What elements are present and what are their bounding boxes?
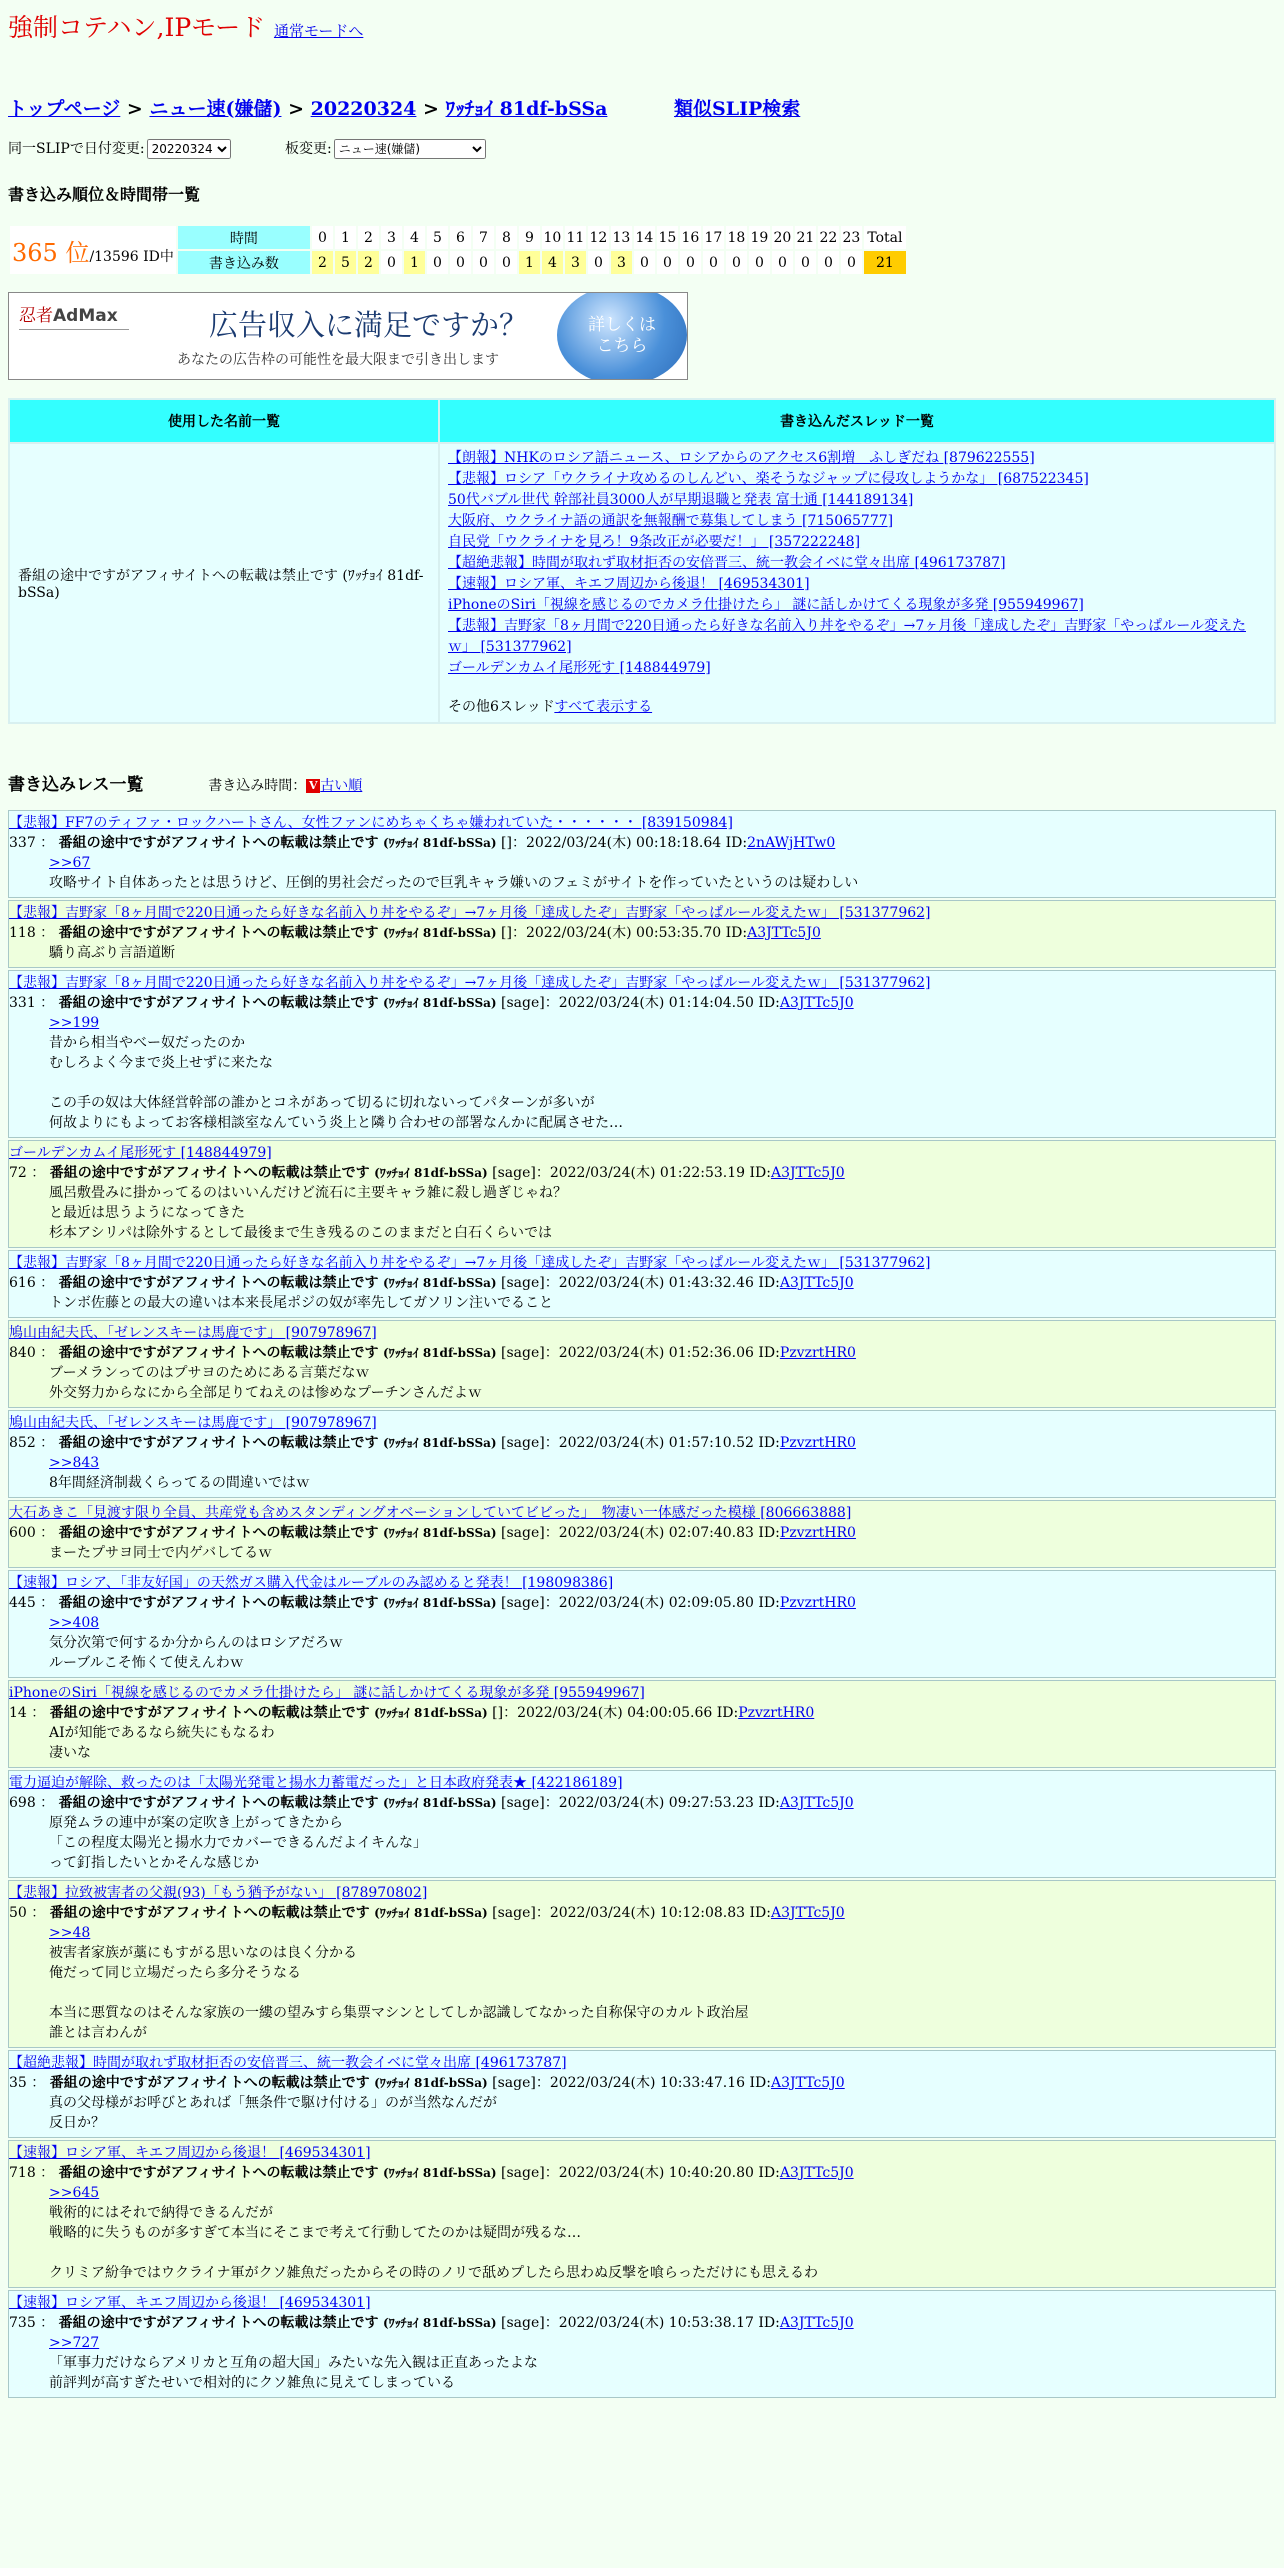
post-date: 2022/03/24(木) 02:09:05.80 [558,1595,754,1611]
post-thread-link[interactable]: 【速報】ロシア、「非友好国」の天然ガス購入代金はルーブルのみ認めると発表！ [198098386] [9,1575,614,1591]
post-thread-link[interactable]: 【悲報】拉致被害者の父親(93)「もう猶予がない」 [878970802] [9,1885,428,1901]
post-item [8,1570,1276,1678]
post-body: 「軍事力だけならアメリカと互角の超大国」みたいな先入観は正直あったよな 前評判が高すぎたせいで相対的にクソ雑魚に見えてしまっている [49,2355,538,2391]
names-threads-table [8,398,1276,724]
thread-link[interactable]: 50代バブル世代 幹部社員3000人が早期退職と発表 富士通 [14418913​4] [448,492,914,508]
post-number: 698 [9,1795,36,1811]
post-date: 2022/03/24(木) 01:43:32.46 [558,1275,754,1291]
post-id-link[interactable]: A3JTTc5J0 [779,995,854,1011]
post-thread-link[interactable]: 【悲報】吉野家「8ヶ月間で220日通ったら好きな名前入り丼をやるぞ」→7ヶ月後「達成したぞ」吉野家「やっぱルール変えたｗ」 [531377962] [9,975,931,991]
post-mail: [sage] [501,2165,545,2181]
post-trip: (ﾜｯﾁｮｲ 81df-bSSa) [383,996,497,1010]
post-name: 番組の途中ですがアフィサイトへの転載は禁止です [49,1165,370,1181]
thread-list-cell [440,444,1274,722]
post-date: 2022/03/24(木) 01:22:53.19 [549,1165,746,1181]
breadcrumb-sep: > [423,98,439,120]
post-thread-link[interactable]: iPhoneのSiri「視線を感じるのでカメラ仕掛けたら」 謎に話しかけてくる現象が多発 [955949967] [9,1685,645,1701]
hour-count-cell: 0 [680,251,701,274]
post-id-link[interactable]: PzvzrtHR0 [779,1595,856,1611]
time-label: 時間 [178,226,310,249]
post-id-link[interactable]: A3JTTc5J0 [779,1795,854,1811]
date-select[interactable] [147,139,231,159]
breadcrumb-date[interactable]: 20220324 [310,98,417,120]
hour-count-cell: 0 [772,251,793,274]
post-thread-link[interactable]: 【速報】ロシア軍、キエフ周辺から後退！ [469534301] [9,2295,371,2311]
sort-order-icon: V [306,779,320,793]
hour-cell: 8 [496,226,517,249]
post-name: 番組の途中ですがアフィサイトへの転載は禁止です [49,1705,370,1721]
post-id-link[interactable]: PzvzrtHR0 [779,1345,856,1361]
post-mail: [sage] [492,1165,536,1181]
post-thread-link[interactable]: 【悲報】吉野家「8ヶ月間で220日通ったら好きな名前入り丼をやるぞ」→7ヶ月後「達成したぞ」吉野家「やっぱルール変えたｗ」 [531377962] [9,905,931,921]
ad-details-button[interactable]: 詳しくは こちら [557,293,687,379]
post-body: AIが知能であるなら統失にもなるわ 凄いな [49,1725,275,1761]
post-item [8,2140,1276,2288]
post-number: 840 [9,1345,36,1361]
post-anchor-link[interactable]: >>843 [49,1455,100,1471]
thread-link[interactable]: 【悲報】吉野家「8ヶ月間で220日通ったら好きな名前入り丼をやるぞ」→7ヶ月後「達成したぞ」吉野家「やっぱルール変えたｗ」 [531377962] [448,618,1246,655]
breadcrumb-sep: > [288,98,304,120]
hour-count-cell: 4 [542,251,563,274]
post-meta: 698 ： 番組の途中ですがアフィサイトへの転載は禁止です (ﾜｯﾁｮｲ 81df-bSSa) [sage]：2022/03/24(木) 09:27:53.23 ID:A3JTTc5J0 [9,1795,854,1811]
post-date: 2022/03/24(木) 04:00:05.66 [517,1705,713,1721]
post-date: 2022/03/24(木) 02:07:40.83 [558,1525,754,1541]
post-trip: (ﾜｯﾁｮｲ 81df-bSSa) [374,1706,488,1720]
post-mail: [sage] [492,2075,536,2091]
more-threads: その他6スレッドすべて表示する [448,699,653,715]
hour-count-cell: 0 [818,251,839,274]
post-item [8,1770,1276,1878]
post-number: 616 [9,1275,36,1291]
show-all-threads-link[interactable]: すべて表示する [554,699,653,715]
post-number: 50 [9,1905,27,1921]
post-body: 原発ムラの連中が案の定吹き上がってきたから 「この程度太陽光と揚水力でカバーできるんだよイキんな」 って釘指したいとかそんな感じか [49,1815,427,1871]
post-mail: [sage] [501,1525,545,1541]
hour-count-cell: 0 [634,251,655,274]
post-item [8,1250,1276,1318]
post-id-link[interactable]: A3JTTc5J0 [779,2315,854,2331]
post-item [8,970,1276,1138]
post-mail: [sage] [501,1795,545,1811]
post-meta: 72 ： 番組の途中ですがアフィサイトへの転載は禁止です (ﾜｯﾁｮｲ 81df-bSSa) [sage]：2022/03/24(木) 01:22:53.19 ID:A3JTTc5J0 [9,1165,845,1181]
post-trip: (ﾜｯﾁｮｲ 81df-bSSa) [383,1796,497,1810]
hour-count-cell: 0 [841,251,862,274]
post-name: 番組の途中ですがアフィサイトへの転載は禁止です [58,1345,379,1361]
post-item [8,810,1276,898]
ad-subtext: あなたの広告枠の可能性を最大限まで引き出します [177,352,499,368]
hour-cell: 3 [381,226,402,249]
hour-count-cell: 0 [450,251,471,274]
post-name: 番組の途中ですがアフィサイトへの転載は禁止です [58,1795,379,1811]
post-body: 8年間経済制裁くらってるの間違いではｗ [49,1475,310,1491]
title-row [8,8,363,44]
rank-of: /13596 ID中 [89,248,174,265]
post-id-link[interactable]: A3JTTc5J0 [779,1275,854,1291]
hour-count-cell: 0 [749,251,770,274]
post-body: 昔から相当やべー奴だったのか むしろよく今まで炎上せずに来たな この手の奴は大体経営幹部の誰かとコネがあって切るに切れないってパターンが多いが 何故よりにもよってお客様相談室なんていう炎上と隣り合わせの部署なんかに配属させた… [49,1035,623,1131]
post-body: 驕り高ぶり言語道断 [49,945,175,961]
post-date: 2022/03/24(木) 01:14:04.50 [558,995,754,1011]
post-id-link[interactable]: A3JTTc5J0 [747,925,821,941]
hour-count-cell: 5 [335,251,356,274]
post-id-link[interactable]: A3JTTc5J0 [779,2165,854,2181]
breadcrumb [8,94,800,121]
post-body: 真の父母様がお呼びとあれば「無条件で駆け付ける」のが当然なんだが 反日か？ [49,2095,497,2131]
date-change-label: 同一SLIPで日付変更: [8,141,145,157]
selector-row [8,138,486,159]
post-date: 2022/03/24(木) 09:27:53.23 [558,1795,754,1811]
breadcrumb-slip[interactable]: ﾜｯﾁｮｲ 81df-bSSa [445,98,608,120]
post-anchor-link[interactable]: >>199 [49,1015,100,1031]
board-select[interactable] [334,139,486,159]
post-trip: (ﾜｯﾁｮｲ 81df-bSSa) [374,1906,488,1920]
count-label: 書き込み数 [178,251,310,274]
post-number: 72 [9,1165,27,1181]
post-meta: 35 ： 番組の途中ですがアフィサイトへの転載は禁止です (ﾜｯﾁｮｲ 81df-bSSa) [sage]：2022/03/24(木) 10:33:47.16 ID:A3JTTc5J0 [9,2075,845,2091]
hour-cell: 19 [749,226,770,249]
post-anchor-link[interactable]: >>645 [49,2185,100,2201]
post-item [8,900,1276,968]
post-id-link[interactable]: 2nAWjHTw0 [747,835,836,851]
time-table-wrap [8,224,908,276]
ranking-title: 書き込み順位＆時間帯一覧 [8,185,201,204]
hour-count-cell: 0 [795,251,816,274]
normal-mode-link[interactable]: 通常モードへ [273,22,364,40]
hour-cell: 2 [358,226,379,249]
hour-count-cell: 3 [611,251,632,274]
post-body: 風呂敷畳みに掛かってるのはいいんだけど流石に主要キャラ雑に殺し過ぎじゃね？ と最近は思うようになってきた 杉本アシリパは除外するとして最後まで生き残るのこのままだと白石くらいでは [49,1185,567,1241]
post-number: 852 [9,1435,36,1451]
post-number: 14 [9,1705,27,1721]
thread-link[interactable]: 【悲報】ロシア「ウクライナ攻めるのしんどい、楽そうなジャップに侵攻しようかな」 [687522345] [448,471,1089,487]
breadcrumb-sep: > [126,98,143,120]
hour-count-cell: 1 [519,251,540,274]
thread-link[interactable]: iPhoneのSiri「視線を感じるのでカメラ仕掛けたら」 謎に話しかけてくる現象が多発 [955949967] [448,597,1084,613]
hour-cell: 22 [818,226,839,249]
post-date: 2022/03/24(木) 00:53:35.70 [525,925,722,941]
post-name: 番組の途中ですがアフィサイトへの転載は禁止です [58,2315,379,2331]
hour-count-cell: 1 [404,251,425,274]
post-meta: 50 ： 番組の途中ですがアフィサイトへの転載は禁止です (ﾜｯﾁｮｲ 81df-bSSa) [sage]：2022/03/24(木) 10:12:08.83 ID:A3JTTc5J0 [9,1905,845,1921]
post-time-sort: 書き込み時間： V 古い順 [208,778,363,794]
hour-count-cell: 0 [496,251,517,274]
post-date: 2022/03/24(木) 00:18:18.64 [525,835,722,851]
post-item [8,1500,1276,1568]
ad-logo: 忍者AdMax [19,301,129,330]
post-name: 番組の途中ですがアフィサイトへの転載は禁止です [58,1595,379,1611]
ad-headline: 広告収入に満足ですか？ [209,308,529,342]
breadcrumb-top[interactable]: トップページ [8,98,121,120]
hour-cell: 23 [841,226,862,249]
post-meta: 331 ： 番組の途中ですがアフィサイトへの転載は禁止です (ﾜｯﾁｮｲ 81df-bSSa) [sage]：2022/03/24(木) 01:14:04.50 ID:A3JTTc5J0 [9,995,854,1011]
hour-count-cell: 0 [726,251,747,274]
hour-cell: 11 [565,226,586,249]
thread-link[interactable]: 【朗報】NHKのロシア語ニュース、ロシアからのアクセス6割増 ふしぎだね [879622555] [448,450,1035,466]
used-name: 番組の途中ですがアフィサイトへの転載は禁止です (ﾜｯﾁｮｲ 81df-bSSa) [10,444,438,722]
names-header: 使用した名前一覧 [10,400,438,442]
post-item [8,1880,1276,2048]
post-mail: [] [501,925,512,941]
hour-cell: 6 [450,226,471,249]
hour-count-cell: 0 [657,251,678,274]
post-meta: 445 ： 番組の途中ですがアフィサイトへの転載は禁止です (ﾜｯﾁｮｲ 81df-bSSa) [sage]：2022/03/24(木) 02:09:05.80 ID:PzvzrtHR0 [9,1595,856,1611]
hour-cell: 7 [473,226,494,249]
post-mail: [sage] [501,1275,545,1291]
post-mail: [sage] [492,1905,536,1921]
thread-link[interactable]: 大阪府、ウクライナ語の通訳を無報酬で募集してしまう [715065777] [448,513,894,529]
post-meta: 337 ： 番組の途中ですがアフィサイトへの転載は禁止です (ﾜｯﾁｮｲ 81df-bSSa) []：2022/03/24(木) 00:18:18.64 ID:2nAWjHTw0 [9,835,836,851]
hour-count-cell: 2 [312,251,333,274]
post-meta: 718 ： 番組の途中ですがアフィサイトへの転載は禁止です (ﾜｯﾁｮｲ 81df-bSSa) [sage]：2022/03/24(木) 10:40:20.80 ID:A3JTTc5J0 [9,2165,854,2181]
rank-value: 365 位 [12,238,90,267]
hour-count-cell: 3 [565,251,586,274]
post-number: 445 [9,1595,36,1611]
post-body: まーたプサヨ同士で内ゲバしてるｗ [49,1545,273,1561]
total-label: Total [864,226,906,249]
post-trip: (ﾜｯﾁｮｲ 81df-bSSa) [383,1436,497,1450]
time-table [8,224,908,276]
ad-banner[interactable] [8,292,688,380]
hour-cell: 17 [703,226,724,249]
thread-link[interactable]: ゴールデンカムイ尾形死す [148844979] [448,660,711,676]
post-item [8,1140,1276,1248]
post-thread-link[interactable]: ゴールデンカムイ尾形死す [148844979] [9,1145,272,1161]
board-change-label: 板変更: [285,141,332,157]
post-name: 番組の途中ですがアフィサイトへの転載は禁止です [58,1275,379,1291]
sort-oldest-link[interactable]: 古い順 [320,778,363,794]
post-meta: 14 ： 番組の途中ですがアフィサイトへの転載は禁止です (ﾜｯﾁｮｲ 81df-bSSa) []：2022/03/24(木) 04:00:05.66 ID:PzvzrtHR0 [9,1705,815,1721]
post-trip: (ﾜｯﾁｮｲ 81df-bSSa) [383,1276,497,1290]
hour-cell: 18 [726,226,747,249]
similar-slip-search-link[interactable]: 類似SLIP検索 [674,98,801,120]
post-trip: (ﾜｯﾁｮｲ 81df-bSSa) [383,2316,497,2330]
post-date: 2022/03/24(木) 10:33:47.16 [549,2075,746,2091]
hour-cell: 15 [657,226,678,249]
posts-list [8,810,1276,2400]
hour-cell: 10 [542,226,563,249]
post-body: ブーメランってのはプサヨのためにある言葉だなｗ 外交努力からなにから全部足りてねえのは惨めなプーチンさんだよｗ [49,1365,482,1401]
hour-cell: 12 [588,226,609,249]
post-body: トンボ佐藤との最大の違いは本来長尾ポジの奴が率先してガソリン注いでること [49,1295,553,1311]
post-item [8,2050,1276,2138]
post-date: 2022/03/24(木) 01:57:10.52 [558,1435,754,1451]
post-thread-link[interactable]: 電力逼迫が解除、救ったのは「太陽光発電と揚水力蓄電だった」と日本政府発表★ [422186189] [9,1775,623,1791]
post-meta: 840 ： 番組の途中ですがアフィサイトへの転載は禁止です (ﾜｯﾁｮｲ 81df-bSSa) [sage]：2022/03/24(木) 01:52:36.06 ID:PzvzrtHR0 [9,1345,856,1361]
rank-cell [10,226,176,274]
site-title: 強制コテハン,IPモード [8,13,266,42]
hour-cell: 1 [335,226,356,249]
post-name: 番組の途中ですがアフィサイトへの転載は禁止です [58,1435,379,1451]
post-number: 35 [9,2075,27,2091]
post-mail: [sage] [501,2315,545,2331]
hour-count-cell: 0 [427,251,448,274]
hour-count-cell: 0 [381,251,402,274]
hour-cell: 14 [634,226,655,249]
post-number: 718 [9,2165,36,2181]
post-anchor-link[interactable]: >>408 [49,1615,100,1631]
posts-header [8,770,362,795]
post-body: 気分次第で何するか分からんのはロシアだろｗ ルーブルこそ怖くて使えんわｗ [49,1635,343,1671]
hour-cell: 9 [519,226,540,249]
post-thread-link[interactable]: 【悲報】FF7のティファ・ロックハートさん、女性ファンにめちゃくちゃ嫌われていた・・・・・・ [839150984] [9,815,733,831]
post-name: 番組の途中ですがアフィサイトへの転載は禁止です [58,1525,379,1541]
post-body: 被害者家族が藁にもすがる思いなのは良く分かる 俺だって同じ立場だったら多分そうなる 本当に悪質なのはそんな家族の一縷の望みすら集票マシンとしてしか認識してなかった自称保守のカルト政治屋 誰とは言わんが [49,1945,749,2041]
post-number: 600 [9,1525,36,1541]
post-meta: 118 ： 番組の途中ですがアフィサイトへの転載は禁止です (ﾜｯﾁｮｲ 81df-bSSa) []：2022/03/24(木) 00:53:35.70 ID:A3JTTc5J0 [9,925,821,941]
post-trip: (ﾜｯﾁｮｲ 81df-bSSa) [374,2076,488,2090]
post-anchor-link[interactable]: >>67 [49,855,91,871]
post-mail: [sage] [501,1435,545,1451]
hour-cell: 13 [611,226,632,249]
post-id-link[interactable]: A3JTTc5J0 [770,1905,845,1921]
post-date: 2022/03/24(木) 01:52:36.06 [558,1345,754,1361]
post-number: 118 [9,925,36,941]
post-trip: (ﾜｯﾁｮｲ 81df-bSSa) [383,2166,497,2180]
post-anchor-link[interactable]: >>727 [49,2335,100,2351]
post-number: 735 [9,2315,36,2331]
post-meta: 735 ： 番組の途中ですがアフィサイトへの転載は禁止です (ﾜｯﾁｮｲ 81df-bSSa) [sage]：2022/03/24(木) 10:53:38.17 ID:A3JTTc5J0 [9,2315,854,2331]
post-item [8,1680,1276,1768]
hour-cell: 16 [680,226,701,249]
hour-count-cell: 0 [703,251,724,274]
post-trip: (ﾜｯﾁｮｲ 81df-bSSa) [383,836,497,850]
hour-count-cell: 2 [358,251,379,274]
post-name: 番組の途中ですがアフィサイトへの転載は禁止です [49,1905,370,1921]
post-mail: [sage] [501,1595,545,1611]
breadcrumb-board[interactable]: ニュー速(嫌儲) [149,98,282,120]
post-anchor-link[interactable]: >>48 [49,1925,91,1941]
threads-header: 書き込んだスレッド一覧 [440,400,1274,442]
post-meta: 616 ： 番組の途中ですがアフィサイトへの転載は禁止です (ﾜｯﾁｮｲ 81df-bSSa) [sage]：2022/03/24(木) 01:43:32.46 ID:A3JTTc5J0 [9,1275,854,1291]
post-body: 戦術的にはそれで納得できるんだが 戦略的に失うものが多すぎて本当にそこまで考えて行動してたのかは疑問が残るな… クリミア紛争ではウクライナ軍がクソ雑魚だったからその時のノリで舐めプしたら思わぬ反撃を喰らっただけにも思えるわ [49,2205,819,2281]
hour-cell: 0 [312,226,333,249]
post-thread-link[interactable]: 鳩山由紀夫氏、「ゼレンスキーは馬鹿です」 [907978967] [9,1325,377,1341]
post-name: 番組の途中ですがアフィサイトへの転載は禁止です [58,925,379,941]
hour-count-cell: 0 [473,251,494,274]
post-trip: (ﾜｯﾁｮｲ 81df-bSSa) [374,1166,488,1180]
post-item [8,1410,1276,1498]
post-mail: [sage] [501,995,545,1011]
post-trip: (ﾜｯﾁｮｲ 81df-bSSa) [383,1346,497,1360]
post-trip: (ﾜｯﾁｮｲ 81df-bSSa) [383,926,497,940]
hour-cell: 21 [795,226,816,249]
post-thread-link[interactable]: 【超絶悲報】時間が取れず取材拒否の安倍晋三、統一教会イベに堂々出席 [496173787] [9,2055,567,2071]
post-id-link[interactable]: A3JTTc5J0 [770,2075,845,2091]
post-mail: [] [492,1705,504,1721]
post-mail: [] [501,835,512,851]
hour-count-cell: 0 [588,251,609,274]
post-meta: 600 ： 番組の途中ですがアフィサイトへの転載は禁止です (ﾜｯﾁｮｲ 81df-bSSa) [sage]：2022/03/24(木) 02:07:40.83 ID:PzvzrtHR0 [9,1525,856,1541]
post-id-link[interactable]: PzvzrtHR0 [738,1705,815,1721]
post-thread-link[interactable]: 大石あきこ「見渡す限り全員、共産党も含めスタンディングオベーションしていてビビった」 物凄い一体感だった模様 [806663888] [9,1505,852,1521]
post-date: 2022/03/24(木) 10:53:38.17 [558,2315,754,2331]
post-number: 337 [9,835,36,851]
thread-link[interactable]: 【超絶悲報】時間が取れず取材拒否の安倍晋三、統一教会イベに堂々出席 [496173787] [448,555,1006,571]
post-trip: (ﾜｯﾁｮｲ 81df-bSSa) [383,1526,497,1540]
post-thread-link[interactable]: 鳩山由紀夫氏、「ゼレンスキーは馬鹿です」 [907978967] [9,1415,377,1431]
post-name: 番組の途中ですがアフィサイトへの転載は禁止です [58,2165,379,2181]
post-mail: [sage] [501,1345,545,1361]
post-item [8,1320,1276,1408]
hour-cell: 4 [404,226,425,249]
post-number: 331 [9,995,36,1011]
post-id-link[interactable]: PzvzrtHR0 [779,1435,856,1451]
thread-link[interactable]: 自民党「ウクライナを見ろ！9条改正が必要だ！」 [357222248] [448,534,861,550]
hour-cell: 20 [772,226,793,249]
post-id-link[interactable]: PzvzrtHR0 [779,1525,856,1541]
post-meta: 852 ： 番組の途中ですがアフィサイトへの転載は禁止です (ﾜｯﾁｮｲ 81df-bSSa) [sage]：2022/03/24(木) 01:57:10.52 ID:PzvzrtHR0 [9,1435,856,1451]
post-thread-link[interactable]: 【速報】ロシア軍、キエフ周辺から後退！ [469534301] [9,2145,371,2161]
post-thread-link[interactable]: 【悲報】吉野家「8ヶ月間で220日通ったら好きな名前入り丼をやるぞ」→7ヶ月後「達成したぞ」吉野家「やっぱルール変えたｗ」 [531377962] [9,1255,931,1271]
hour-cell: 5 [427,226,448,249]
post-trip: (ﾜｯﾁｮｲ 81df-bSSa) [383,1596,497,1610]
posts-title: 書き込みレス一覧 [8,775,144,795]
thread-link[interactable]: 【速報】ロシア軍、キエフ周辺から後退！ [469534301] [448,576,810,592]
post-body: 攻略サイト自体あったとは思うけど、圧倒的男社会だったので巨乳キャラ嫌いのフェミがサイトを作っていたというのは疑わしい [49,875,859,891]
post-name: 番組の途中ですがアフィサイトへの転載は禁止です [58,835,379,851]
post-date: 2022/03/24(木) 10:40:20.80 [558,2165,754,2181]
post-date: 2022/03/24(木) 10:12:08.83 [549,1905,746,1921]
post-item [8,2290,1276,2398]
post-name: 番組の途中ですがアフィサイトへの転載は禁止です [49,2075,370,2091]
post-name: 番組の途中ですがアフィサイトへの転載は禁止です [58,995,379,1011]
post-id-link[interactable]: A3JTTc5J0 [770,1165,845,1181]
total-value: 21 [864,251,906,274]
